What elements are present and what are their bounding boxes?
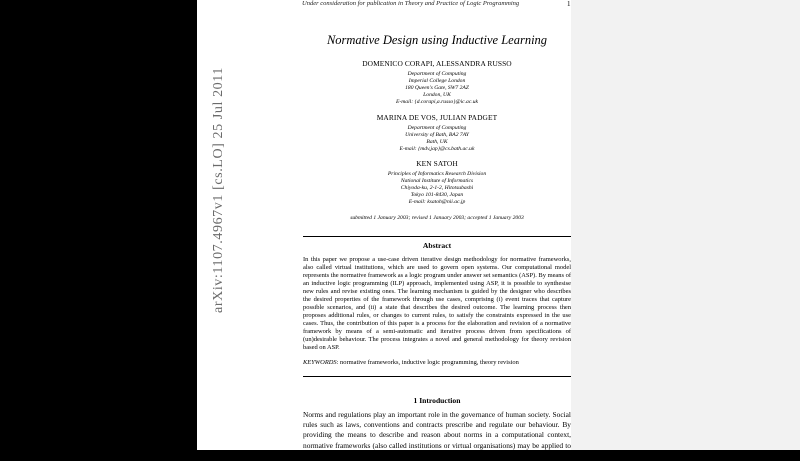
abstract-top-rule	[303, 236, 571, 237]
affiliation-line: Imperial College London	[408, 78, 466, 85]
affiliation-line: Principles of Informatics Research Division	[387, 171, 487, 177]
viewer-background	[571, 0, 800, 450]
section-heading: 1 Introduction	[413, 396, 461, 405]
affiliation-line: 180 Queen's Gate, SW7 2AZ	[405, 85, 469, 92]
submission-dates: submitted 1 January 2003; revised 1 January 2003; accepted 1 January 2003	[350, 215, 524, 221]
email-line: E-mail: ksatoh@nii.ac.jp	[408, 199, 466, 206]
keywords-label: KEYWORDS	[303, 359, 337, 366]
running-head: Under consideration for publication in Theory and Practice of Logic Programming	[302, 0, 520, 7]
email-line: E-mail: {mdv,jap}@cs.bath.ac.uk	[399, 146, 475, 153]
author-names: MARINA DE VOS, JULIAN PADGET	[376, 113, 498, 122]
affiliation-line: University of Bath, BA2 7AY	[405, 132, 469, 139]
abstract-bottom-rule	[303, 376, 571, 377]
email-line: E-mail: {d.corapi,a.russo}@ic.ac.uk	[395, 99, 479, 106]
author-names: DOMENICO CORAPI, ALESSANDRA RUSSO	[362, 59, 512, 68]
affiliation-line: Bath, UK	[426, 139, 448, 146]
author-names: KEN SATOH	[416, 159, 458, 168]
page-number: 1	[567, 0, 571, 8]
arxiv-stamp: arXiv:1107.4967v1 [cs.LO] 25 Jul 2011	[211, 67, 226, 313]
abstract-text: In this paper we propose a use-case driven iterative design methodology for normative frameworks, also called virtual institutions, which are used to govern open systems. Our computational model represents the normative framework as a logic program under answer set semantics (ASP). By means of an inductive logic programming (ILP) approach, implemented using ASP, it is possible to synthesise new rules and revise existing ones. The learning mechanism is guided by the designer who describes the desired properties of the framework through use cases, comprising (i) event traces that capture possible scenarios, and (ii) a state that describes the desired outcome. The learning process then proposes additional rules, or changes to current rules, to satisfy the constraints expressed in the use cases. Thus, the contribution of this paper is a process for the elaboration and revision of a normative framework by means of a semi-automatic and iterative process driven from specifications of (un)desirable behaviour. The process integrates a novel and general methodology for theory revision based on ASP.	[303, 256, 571, 351]
affiliation-line: London, UK	[423, 92, 451, 99]
author-block-3	[337, 159, 537, 206]
abstract-heading: Abstract	[422, 241, 452, 250]
affiliation-line: Department of Computing	[407, 125, 467, 131]
keywords-line	[303, 359, 571, 366]
paper-page	[197, 0, 571, 460]
keywords-value: : normative frameworks, inductive logic programming, theory revision	[336, 359, 519, 366]
introduction-text: Norms and regulations play an important role in the governance of human society. Social rules such as laws, conventions and contracts prescribe and regulate our behaviour. By providing the means to describe and reason about norms in a computational context, normative frameworks (also called institutions or virtual organisations) may be applied to software	[303, 410, 571, 460]
affiliation-line: Chiyoda-ku, 2-1-2, Hitotsubashi	[400, 185, 474, 192]
affiliation-line: National Institute of Informatics	[400, 178, 474, 185]
author-block-1	[337, 59, 537, 106]
affiliation-line: Department of Computing	[407, 71, 467, 77]
affiliation-line: Tokyo 101-8430, Japan	[410, 192, 464, 199]
paper-title: Normative Design using Inductive Learning	[326, 33, 548, 47]
author-block-2	[337, 113, 537, 153]
